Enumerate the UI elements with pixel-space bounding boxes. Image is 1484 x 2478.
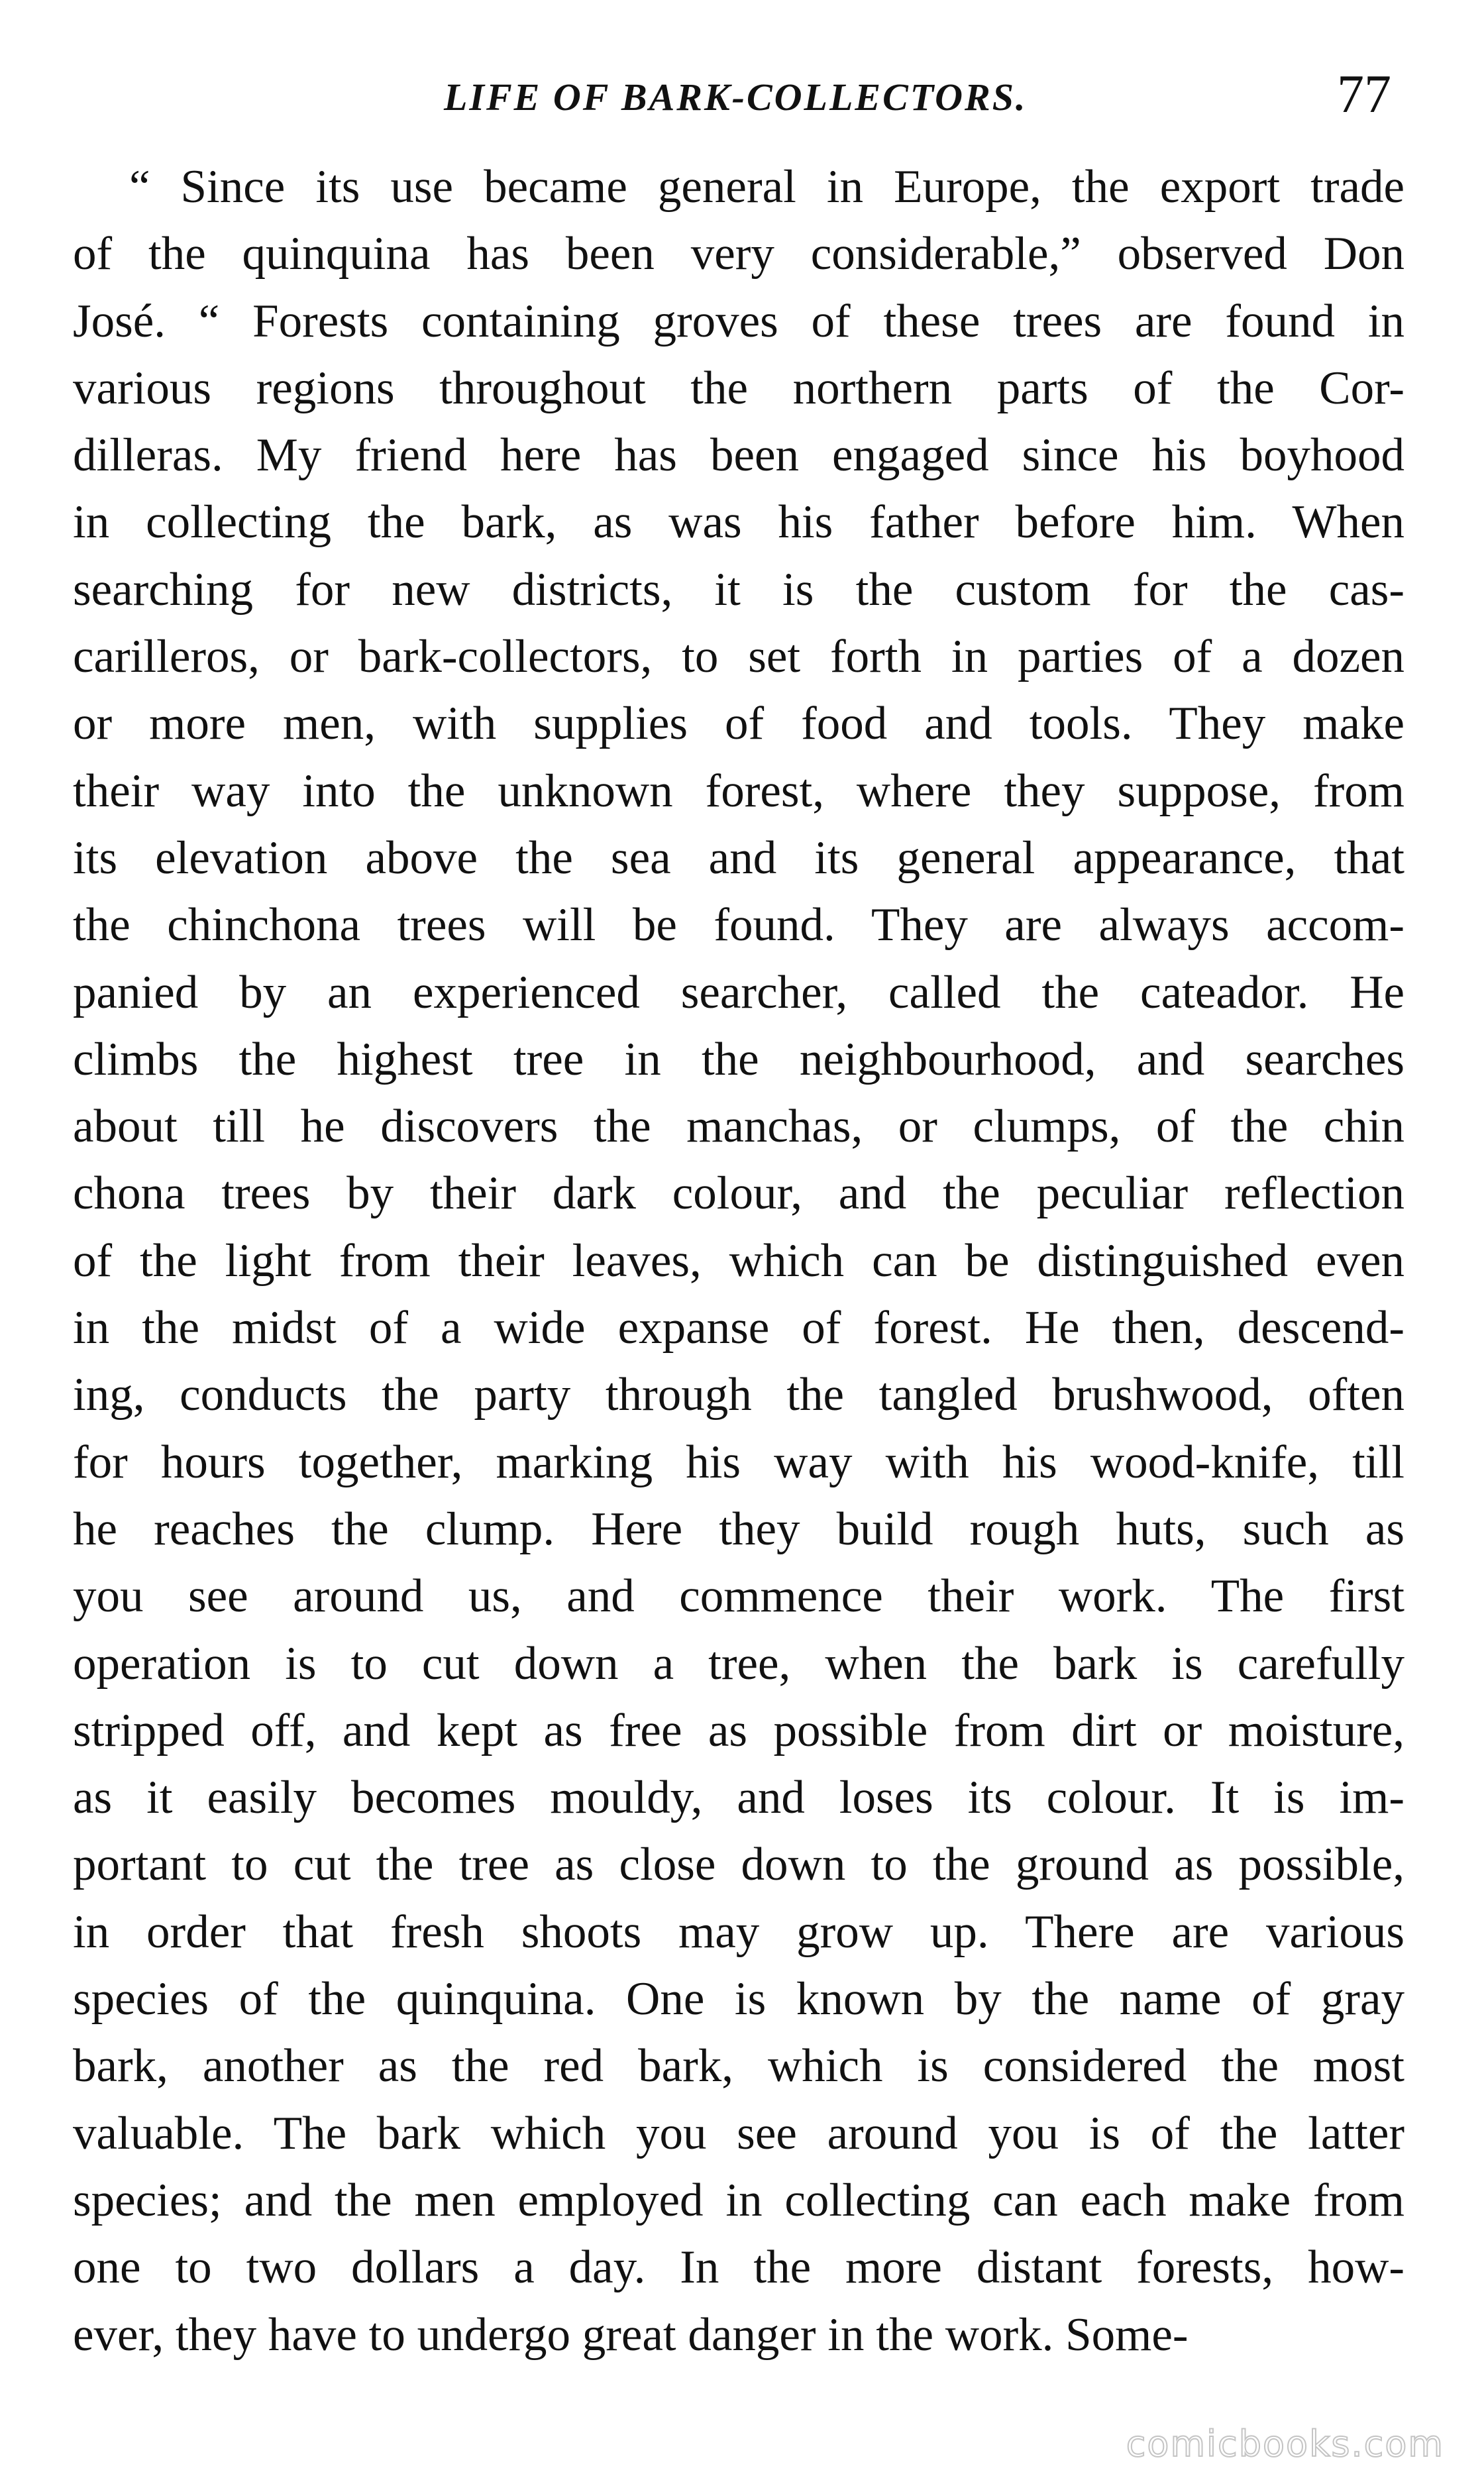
text-line: José. “ Forests containing groves of these trees are found in — [73, 295, 1404, 347]
text-line: in the midst of a wide expanse of forest. He then, descend- — [73, 1302, 1404, 1354]
text-line: panied by an experienced searcher, called the cateador. He — [73, 966, 1404, 1018]
page-number: 77 — [1337, 64, 1391, 124]
text-line: in order that fresh shoots may grow up. There are various — [73, 1906, 1404, 1958]
text-line: for hours together, marking his way with his wood-knife, till — [73, 1436, 1404, 1488]
text-line: valuable. The bark which you see around you is of the latter — [73, 2107, 1404, 2159]
text-line: dilleras. My friend here has been engaged since his boyhood — [73, 429, 1404, 482]
text-line: in collecting the bark, as was his father before him. When — [73, 496, 1404, 549]
running-head: LIFE OF BARK-COLLECTORS. — [444, 76, 1028, 119]
text-line: as it easily becomes mouldy, and loses its colour. It is im- — [73, 1772, 1404, 1824]
text-line: stripped off, and kept as free as possible from dirt or moisture, — [73, 1704, 1404, 1756]
text-line: of the light from their leaves, which can be distinguished even — [73, 1234, 1404, 1287]
text-line: of the quinquina has been very considerable,” observed Don — [73, 228, 1404, 280]
watermark: comicbooks.com — [1126, 2423, 1444, 2465]
text-line: portant to cut the tree as close down to the ground as possible, — [73, 1839, 1404, 1891]
text-line: the chinchona trees will be found. They are always accom- — [73, 899, 1404, 951]
body-text — [73, 154, 1404, 2369]
text-line: about till he discovers the manchas, or clumps, of the chin — [73, 1101, 1404, 1153]
text-line: he reaches the clump. Here they build rough huts, such as — [73, 1503, 1404, 1555]
text-line: one to two dollars a day. In the more distant forests, how- — [73, 2241, 1404, 2294]
text-line: bark, another as the red bark, which is considered the most — [73, 2040, 1404, 2092]
text-line: species of the quinquina. One is known by the name of gray — [73, 1973, 1404, 2025]
text-line: species; and the men employed in collecting can each make from — [73, 2174, 1404, 2226]
text-line: ing, conducts the party through the tangled brushwood, often — [73, 1369, 1404, 1421]
text-line: carilleros, or bark-collectors, to set forth in parties of a dozen — [73, 631, 1404, 683]
text-line: climbs the highest tree in the neighbourhood, and searches — [73, 1033, 1404, 1085]
text-line: operation is to cut down a tree, when the bark is carefully — [73, 1637, 1404, 1690]
text-line: or more men, with supplies of food and tools. They make — [73, 698, 1404, 750]
page-header — [73, 63, 1404, 136]
text-line: searching for new districts, it is the custom for the cas- — [73, 563, 1404, 616]
text-line: their way into the unknown forest, where they suppose, from — [73, 765, 1404, 817]
text-line: its elevation above the sea and its general appearance, that — [73, 832, 1404, 884]
text-line: various regions throughout the northern parts of the Cor- — [73, 362, 1404, 414]
text-line: chona trees by their dark colour, and the peculiar reflection — [73, 1167, 1404, 1220]
text-line: “ Since its use became general in Europe, the export trade — [129, 161, 1404, 213]
text-line: you see around us, and commence their work. The first — [73, 1570, 1404, 1623]
text-line: ever, they have to undergo great danger in the work. Some- — [73, 2308, 1189, 2361]
